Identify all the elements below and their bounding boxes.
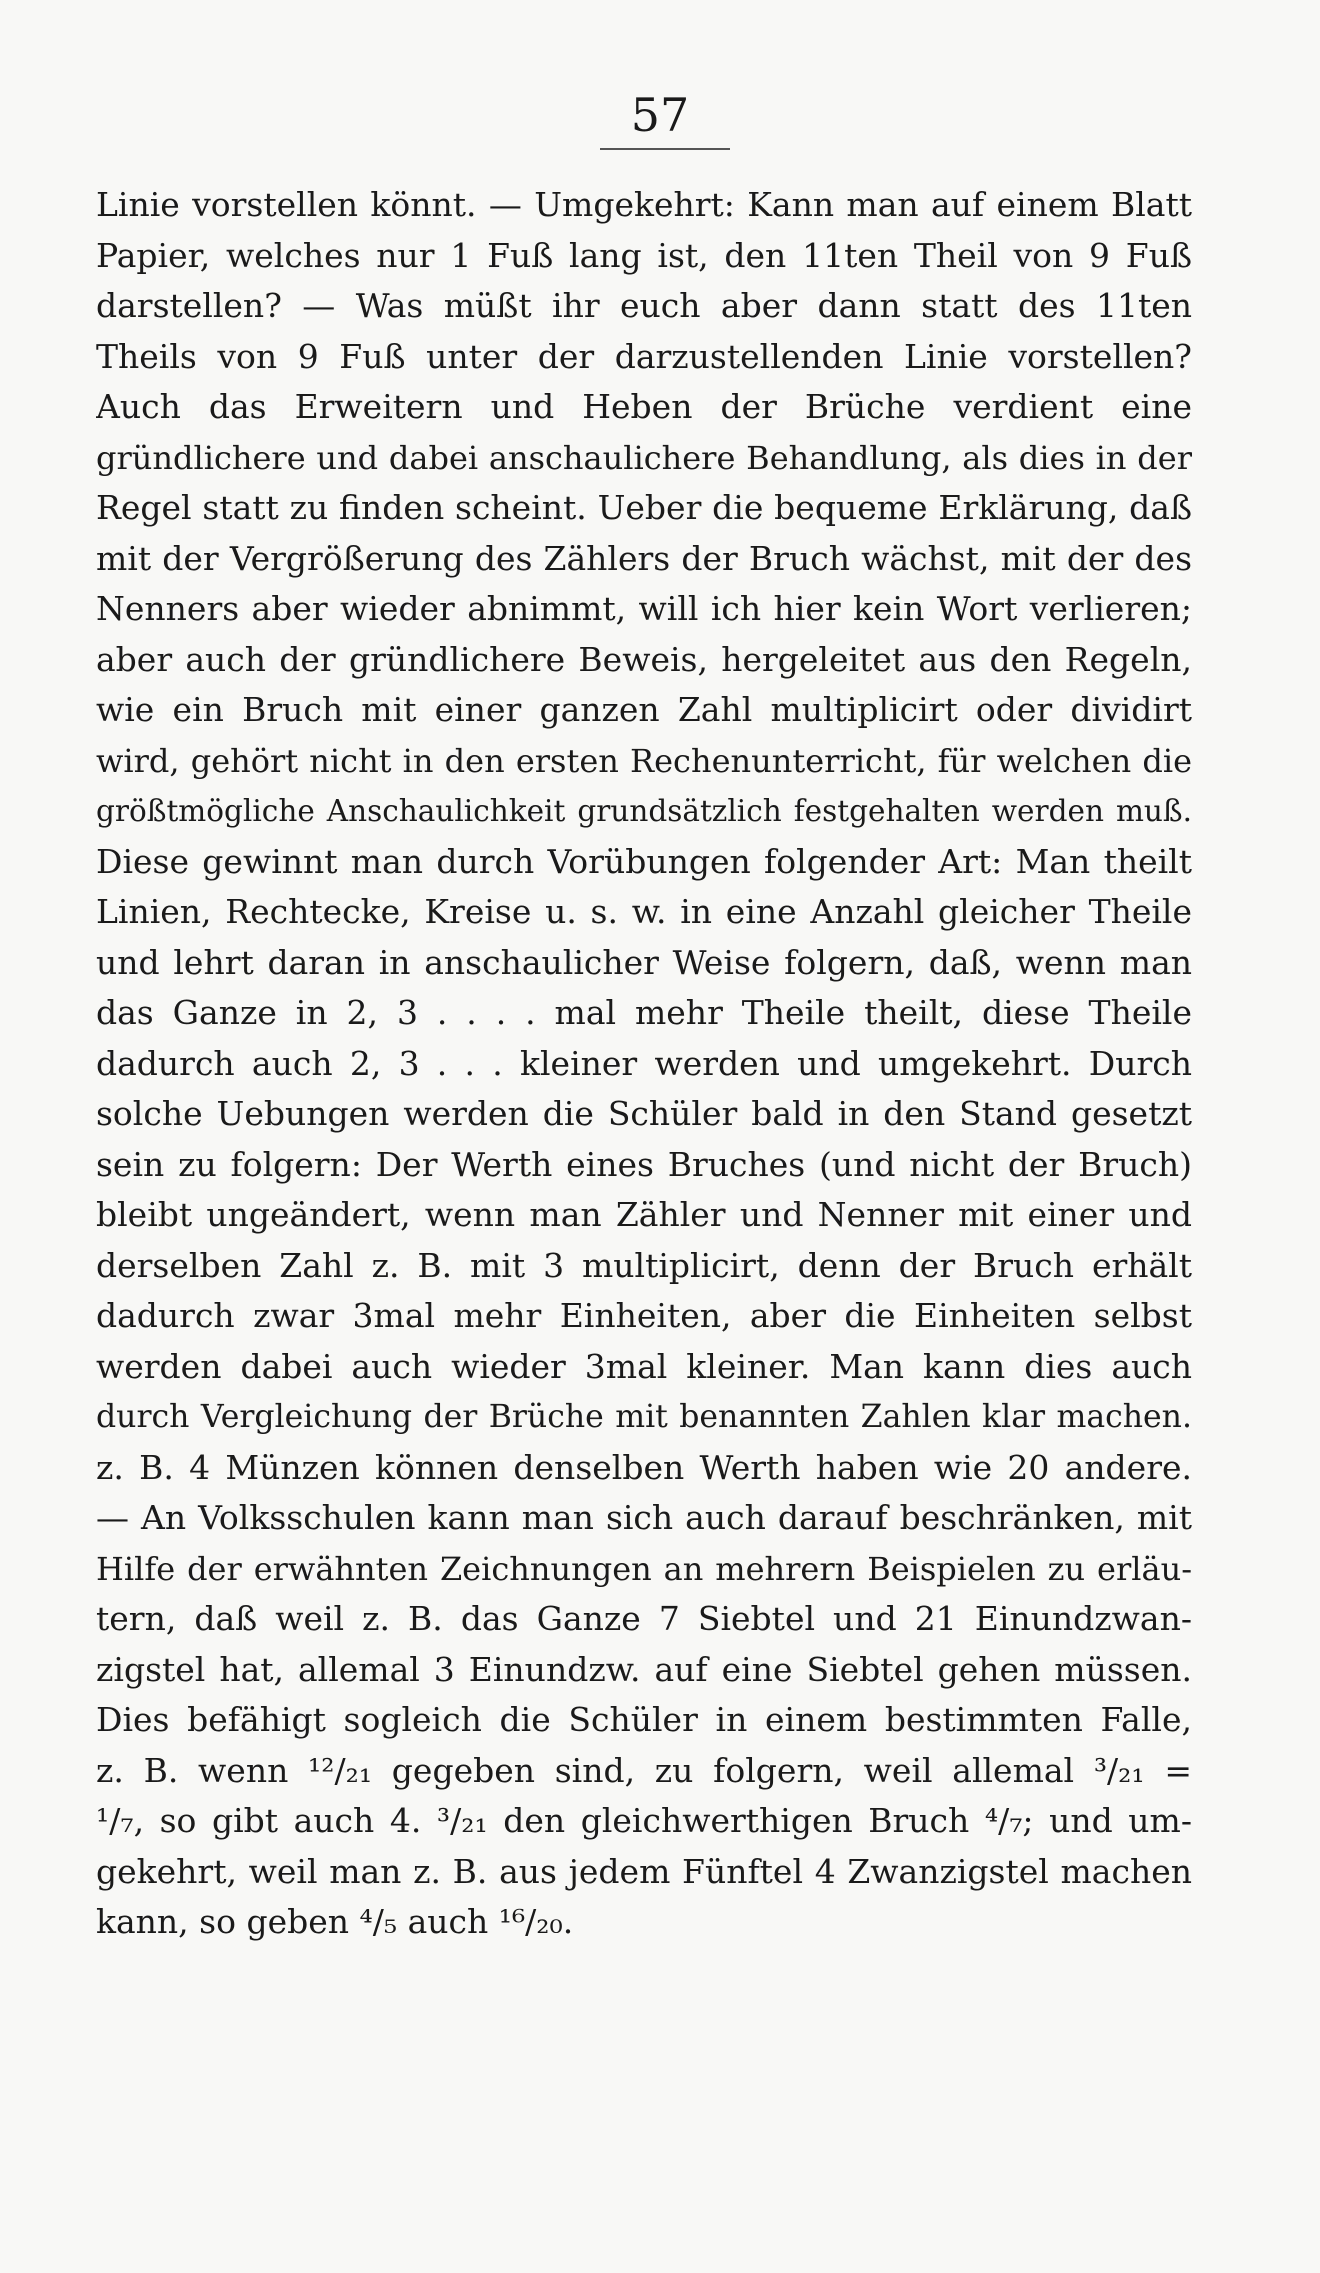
text-line: ¹/₇, so gibt auch 4. ³/₂₁ den gleichwerthigen Bruch ⁴/₇; und um- (96, 1801, 1192, 1840)
text-line: wird, gehört nicht in den ersten Rechenunterricht, für welchen die (96, 741, 1192, 780)
text-line: aber auch der gründlichere Beweis, hergeleitet aus den Regeln, (96, 639, 1192, 679)
header-rule (600, 148, 730, 150)
text-line: größtmögliche Anschaulichkeit grundsätzlich festgehalten werden muß. (96, 794, 1192, 828)
text-line: derselben Zahl z. B. mit 3 multiplicirt, denn der Bruch erhält (96, 1245, 1192, 1285)
text-line: Nenners aber wieder abnimmt, will ich hier kein Wort verlieren; (96, 589, 1192, 628)
text-line: mit der Vergrößerung des Zählers der Bruch wächst, mit der des (96, 538, 1192, 578)
text-line: das Ganze in 2, 3 . . . . mal mehr Theile theilt, diese Theile (96, 993, 1192, 1032)
text-line: Papier, welches nur 1 Fuß lang ist, den 11ten Theil von 9 Fuß (96, 235, 1192, 275)
text-line: solche Uebungen werden die Schüler bald in den Stand gesetzt (96, 1094, 1192, 1133)
text-line: darstellen? — Was müßt ihr euch aber dann statt des 11ten (96, 286, 1192, 325)
text-line: z. B. wenn ¹²/₂₁ gegeben sind, zu folgern, weil allemal ³/₂₁ = (96, 1750, 1192, 1790)
text-line: Dies befähigt sogleich die Schüler in einem bestimmten Falle, (96, 1700, 1192, 1739)
text-line: Diese gewinnt man durch Vorübungen folgender Art: Man theilt (96, 841, 1192, 881)
text-line: tern, daß weil z. B. das Ganze 7 Siebtel und 21 Einundzwan- (96, 1599, 1192, 1638)
text-line: zigstel hat, allemal 3 Einundzw. auf eine Siebtel gehen müssen. (96, 1649, 1192, 1689)
text-line: gekehrt, weil man z. B. aus jedem Fünftel 4 Zwanzigstel machen (96, 1851, 1192, 1891)
text-line: durch Vergleichung der Brüche mit benannten Zahlen klar machen. (96, 1399, 1192, 1435)
text-line: — An Volksschulen kann man sich auch darauf beschränken, mit (96, 1498, 1192, 1537)
text-line: Linie vorstellen könnt. — Umgekehrt: Kann man auf einem Blatt (96, 185, 1192, 224)
text-line: Regel statt zu finden scheint. Ueber die bequeme Erklärung, daß (96, 488, 1192, 527)
text-line: dadurch zwar 3mal mehr Einheiten, aber die Einheiten selbst (96, 1296, 1192, 1335)
text-line: dadurch auch 2, 3 . . . kleiner werden und umgekehrt. Durch (96, 1043, 1192, 1083)
text-line: werden dabei auch wieder 3mal kleiner. Man kann dies auch (96, 1346, 1192, 1386)
body-text (96, 180, 1192, 1948)
text-line: wie ein Bruch mit einer ganzen Zahl multiplicirt oder dividirt (96, 690, 1192, 729)
text-line: bleibt ungeändert, wenn man Zähler und Nenner mit einer und (96, 1195, 1192, 1234)
text-line: z. B. 4 Münzen können denselben Werth haben wie 20 andere. (96, 1447, 1192, 1487)
text-line: kann, so geben ⁴/₅ auch ¹⁶/₂₀. (96, 1902, 574, 1941)
text-line: gründlichere und dabei anschaulichere Behandlung, als dies in der (96, 438, 1192, 477)
text-line: Auch das Erweitern und Heben der Brüche verdient eine (96, 387, 1192, 426)
text-line: Hilfe der erwähnten Zeichnungen an mehrern Beispielen zu erläu- (96, 1549, 1192, 1588)
text-line: Linien, Rechtecke, Kreise u. s. w. in eine Anzahl gleicher Theile (96, 892, 1192, 931)
page-number: 57 (630, 88, 690, 142)
text-line: und lehrt daran in anschaulicher Weise folgern, daß, wenn man (96, 942, 1192, 982)
text-line: Theils von 9 Fuß unter der darzustellenden Linie vorstellen? (96, 336, 1192, 376)
text-line: sein zu folgern: Der Werth eines Bruches (und nicht der Bruch) (96, 1144, 1192, 1184)
